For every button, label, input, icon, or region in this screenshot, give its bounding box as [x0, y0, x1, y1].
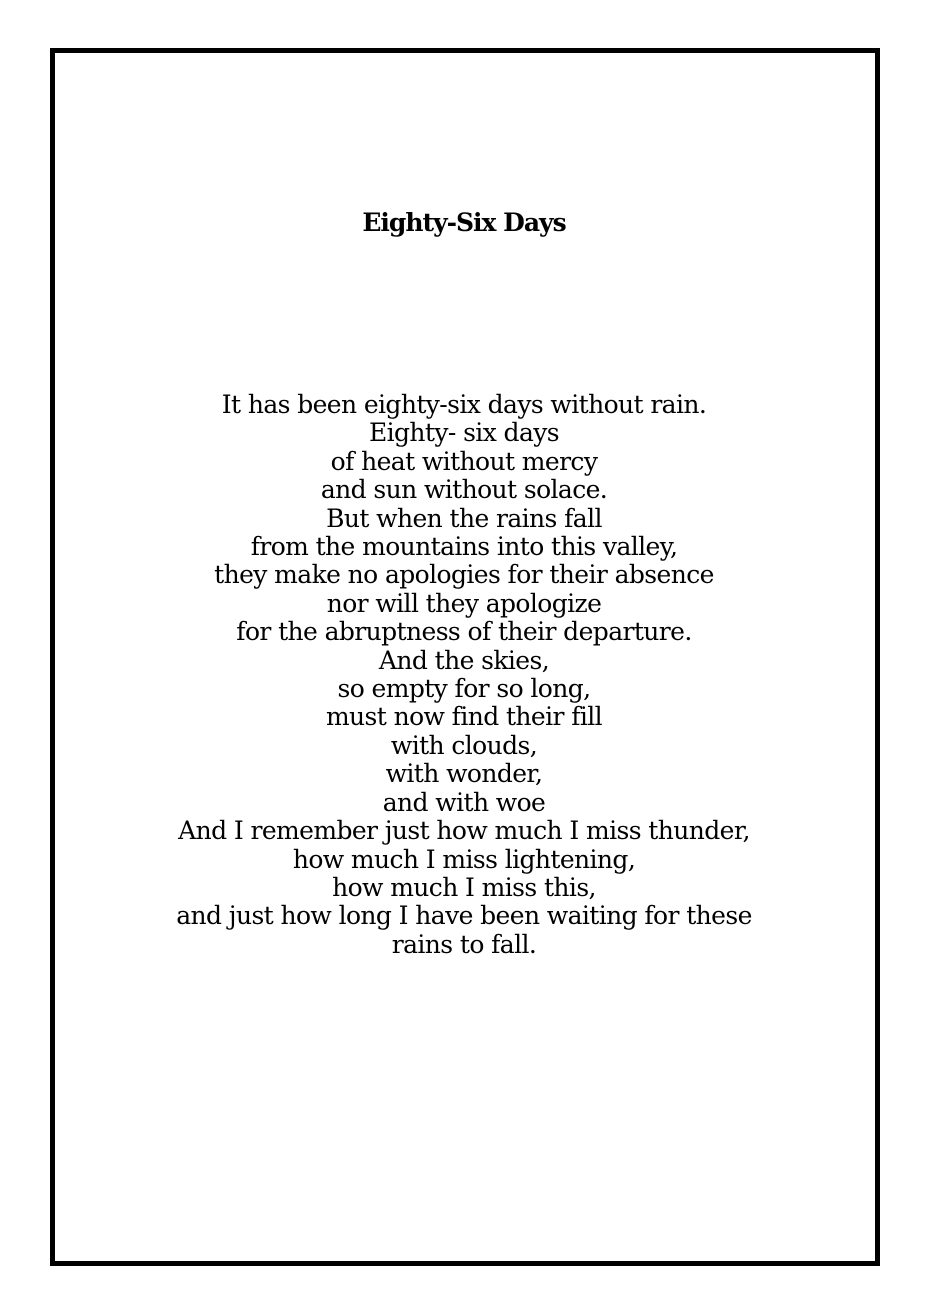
poem-line: how much I miss this, [332, 872, 596, 902]
poem-title: Eighty-Six Days [362, 208, 566, 237]
poem-line: so empty for so long, [337, 674, 591, 704]
poem-line: rains to fall. [391, 929, 537, 959]
poem-line: and sun without solace. [320, 475, 608, 505]
poem-line: and with woe [382, 787, 546, 817]
poem-line: And the skies, [378, 645, 550, 675]
poem-line: how much I miss lightening, [292, 844, 636, 874]
poem-line: But when the rains fall [326, 503, 602, 533]
poem-line: with wonder, [385, 759, 543, 789]
poem-body [0, 391, 928, 959]
poem-line: nor will they apologize [326, 588, 602, 618]
poem-line: with clouds, [390, 730, 538, 760]
poem-line: for the abruptness of their departure. [236, 617, 692, 647]
poem-line: Eighty- six days [368, 418, 560, 448]
poem-line: from the mountains into this valley, [250, 532, 678, 562]
poem-line: and just how long I have been waiting for these [176, 901, 752, 931]
poem-line: they make no apologies for their absence [214, 560, 714, 590]
poem-line: must now find their fill [325, 702, 603, 732]
poem-line: of heat without mercy [330, 446, 598, 476]
poem-line: It has been eighty-six days without rain. [221, 390, 707, 419]
poem-line: And I remember just how much I miss thunder, [178, 816, 750, 846]
